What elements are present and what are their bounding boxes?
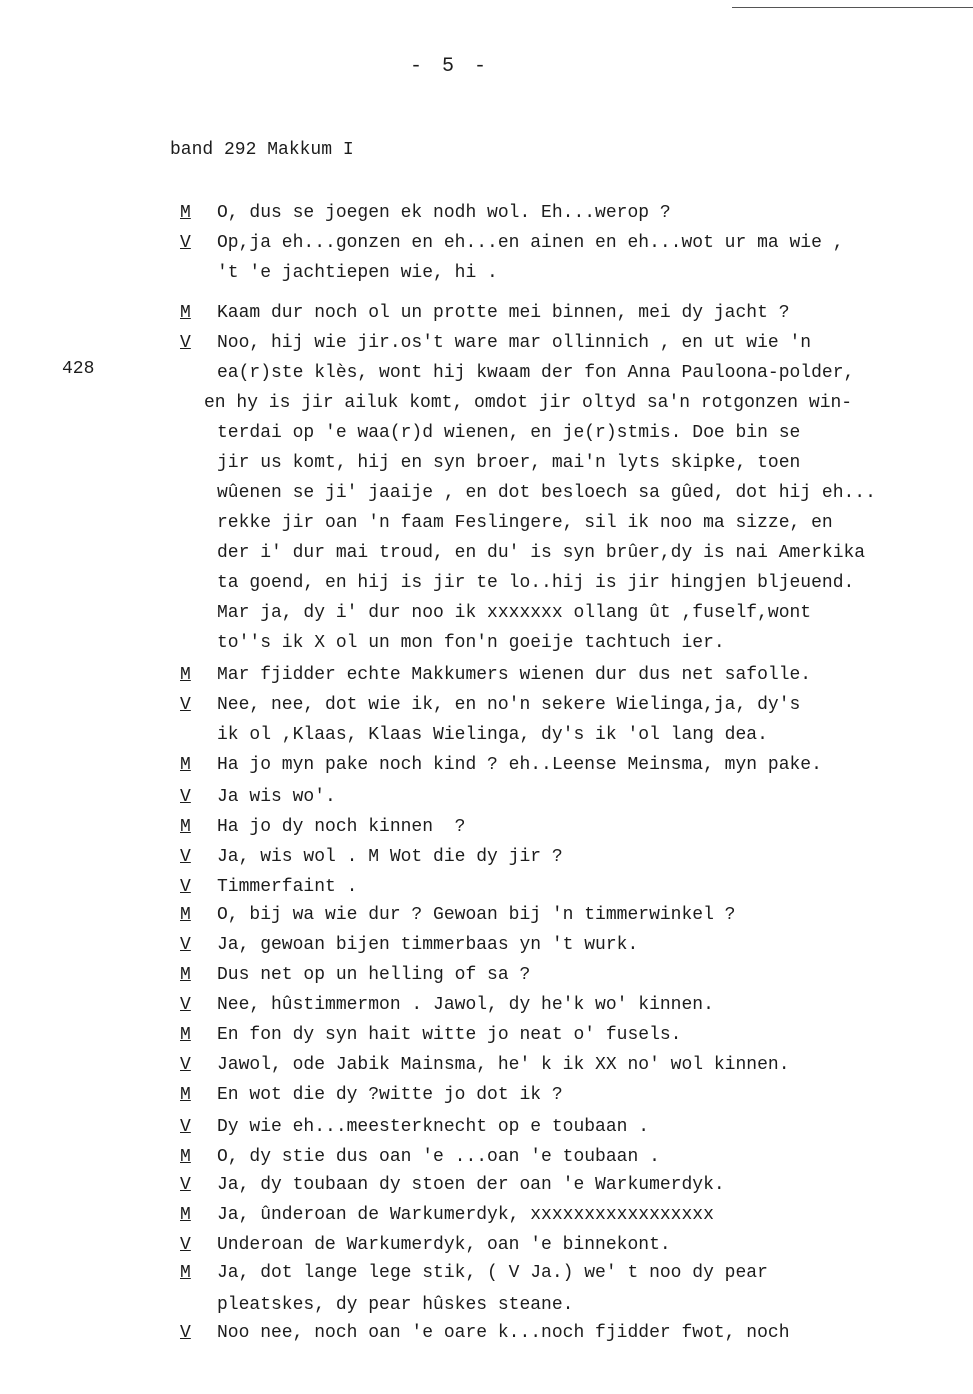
transcript-line xyxy=(0,198,973,228)
transcript-line xyxy=(0,1080,973,1110)
line-text: ik ol ,Klaas, Klaas Wielinga, dy's ik 'ol lang dea. xyxy=(217,725,768,745)
transcript-line xyxy=(0,690,973,720)
speaker-label: V xyxy=(180,1055,191,1075)
speaker-label: V xyxy=(180,1235,191,1255)
speaker-label: V xyxy=(180,847,191,867)
line-text: Ja, dot lange lege stik, ( V Ja.) we' t noo dy pear xyxy=(217,1263,768,1283)
transcript-line xyxy=(0,1258,973,1288)
transcript-line xyxy=(0,628,973,658)
transcript-line xyxy=(0,660,973,690)
line-text: to''s ik X ol un mon fon'n goeije tachtuch ier. xyxy=(217,633,725,653)
transcript-line xyxy=(0,478,973,508)
speaker-label: M xyxy=(180,817,191,837)
transcript-line xyxy=(0,508,973,538)
transcript-line xyxy=(0,258,973,288)
speaker-label: M xyxy=(180,1205,191,1225)
speaker-label: V xyxy=(180,1117,191,1137)
transcript-line xyxy=(0,990,973,1020)
speaker-label: M xyxy=(180,905,191,925)
line-text: Dy wie eh...meesterknecht op e toubaan . xyxy=(217,1117,650,1137)
line-text: Ja wis wo'. xyxy=(217,787,336,807)
transcript-line xyxy=(0,328,973,358)
speaker-label: V xyxy=(180,877,191,897)
line-text: wûenen se ji' jaaije , en dot besloech sa gûed, dot hij eh... xyxy=(217,483,876,503)
line-text: Dus net op un helling of sa ? xyxy=(217,965,531,985)
transcript-line xyxy=(0,750,973,780)
transcript-line xyxy=(0,568,973,598)
transcript-line xyxy=(0,1142,973,1172)
transcript-line xyxy=(0,1230,973,1260)
line-text: Noo, hij wie jir.os't ware mar ollinnich , en ut wie 'n xyxy=(217,333,812,353)
line-text: O, dy stie dus oan 'e ...oan 'e toubaan . xyxy=(217,1147,660,1167)
speaker-label: M xyxy=(180,1025,191,1045)
tape-header: band 292 Makkum I xyxy=(170,140,354,160)
speaker-label: V xyxy=(180,1175,191,1195)
line-text: Kaam dur noch ol un protte mei binnen, mei dy jacht ? xyxy=(217,303,790,323)
margin-number: 428 xyxy=(62,359,95,379)
transcript-line xyxy=(0,782,973,812)
page-number: - 5 - xyxy=(409,55,490,78)
transcript-line xyxy=(0,960,973,990)
transcript-line xyxy=(0,358,973,388)
speaker-label: V xyxy=(180,695,191,715)
line-text: rekke jir oan 'n faam Feslingere, sil ik noo ma sizze, en xyxy=(217,513,833,533)
line-text: Ha jo dy noch kinnen ? xyxy=(217,817,466,837)
speaker-label: V xyxy=(180,1323,191,1343)
transcript-line xyxy=(0,1170,973,1200)
transcript-line xyxy=(0,1112,973,1142)
transcript-line xyxy=(0,720,973,750)
transcript-line xyxy=(0,1050,973,1080)
line-text: Nee, nee, dot wie ik, en no'n sekere Wielinga,ja, dy's xyxy=(217,695,801,715)
line-text: Mar ja, dy i' dur noo ik xxxxxxx ollang ût ,fuself,wont xyxy=(217,603,812,623)
line-text: Underoan de Warkumerdyk, oan 'e binnekont. xyxy=(217,1235,671,1255)
speaker-label: V xyxy=(180,233,191,253)
line-text: Ja, wis wol . M Wot die dy jir ? xyxy=(217,847,563,867)
line-text: Ja, gewoan bijen timmerbaas yn 't wurk. xyxy=(217,935,639,955)
speaker-label: M xyxy=(180,203,191,223)
line-text: Op,ja eh...gonzen en eh...en ainen en eh...wot ur ma wie , xyxy=(217,233,844,253)
line-text: jir us komt, hij en syn broer, mai'n lyts skipke, toen xyxy=(217,453,801,473)
speaker-label: M xyxy=(180,1147,191,1167)
transcript-line xyxy=(0,598,973,628)
line-text: Jawol, ode Jabik Mainsma, he' k ik XX no' wol kinnen. xyxy=(217,1055,790,1075)
transcript-line xyxy=(0,388,973,418)
transcript-line xyxy=(0,228,973,258)
speaker-label: V xyxy=(180,995,191,1015)
transcript-line xyxy=(0,1200,973,1230)
line-text: ea(r)ste klès, wont hij kwaam der fon Anna Pauloona-polder, xyxy=(217,363,855,383)
speaker-label: M xyxy=(180,303,191,323)
transcript-line xyxy=(0,900,973,930)
line-text: en hy is jir ailuk komt, omdot jir oltyd sa'n rotgonzen win- xyxy=(204,393,853,413)
line-text: Ja, dy toubaan dy stoen der oan 'e Warkumerdyk. xyxy=(217,1175,725,1195)
line-text: Noo nee, noch oan 'e oare k...noch fjidder fwot, noch xyxy=(217,1323,790,1343)
line-text: ta goend, en hij is jir te lo..hij is jir hingjen bljeuend. xyxy=(217,573,855,593)
speaker-label: M xyxy=(180,665,191,685)
line-text: Mar fjidder echte Makkumers wienen dur dus net safolle. xyxy=(217,665,812,685)
line-text: Nee, hûstimmermon . Jawol, dy he'k wo' kinnen. xyxy=(217,995,714,1015)
speaker-label: M xyxy=(180,755,191,775)
transcript-line xyxy=(0,930,973,960)
transcript-line xyxy=(0,298,973,328)
line-text: O, dus se joegen ek nodh wol. Eh...werop ? xyxy=(217,203,671,223)
transcript-line xyxy=(0,418,973,448)
speaker-label: M xyxy=(180,1263,191,1283)
transcript-line xyxy=(0,1290,973,1320)
transcript-line xyxy=(0,842,973,872)
speaker-label: V xyxy=(180,935,191,955)
line-text: pleatskes, dy pear hûskes steane. xyxy=(217,1295,574,1315)
line-text: 't 'e jachtiepen wie, hi . xyxy=(217,263,498,283)
speaker-label: M xyxy=(180,965,191,985)
transcript-line xyxy=(0,538,973,568)
transcript-line xyxy=(0,812,973,842)
line-text: Ja, ûnderoan de Warkumerdyk, xxxxxxxxxxxxxxxxx xyxy=(217,1205,714,1225)
transcript-line xyxy=(0,448,973,478)
top-rule xyxy=(732,7,973,8)
speaker-label: V xyxy=(180,333,191,353)
line-text: terdai op 'e waa(r)d wienen, en je(r)stmis. Doe bin se xyxy=(217,423,801,443)
speaker-label: M xyxy=(180,1085,191,1105)
line-text: Timmerfaint . xyxy=(217,877,358,897)
transcript-line xyxy=(0,1020,973,1050)
transcript-line xyxy=(0,872,973,902)
line-text: O, bij wa wie dur ? Gewoan bij 'n timmerwinkel ? xyxy=(217,905,736,925)
line-text: En wot die dy ?witte jo dot ik ? xyxy=(217,1085,563,1105)
transcript-line xyxy=(0,1318,973,1348)
line-text: Ha jo myn pake noch kind ? eh..Leense Meinsma, myn pake. xyxy=(217,755,822,775)
line-text: En fon dy syn hait witte jo neat o' fusels. xyxy=(217,1025,682,1045)
line-text: der i' dur mai troud, en du' is syn brûer,dy is nai Amerkika xyxy=(217,543,866,563)
speaker-label: V xyxy=(180,787,191,807)
